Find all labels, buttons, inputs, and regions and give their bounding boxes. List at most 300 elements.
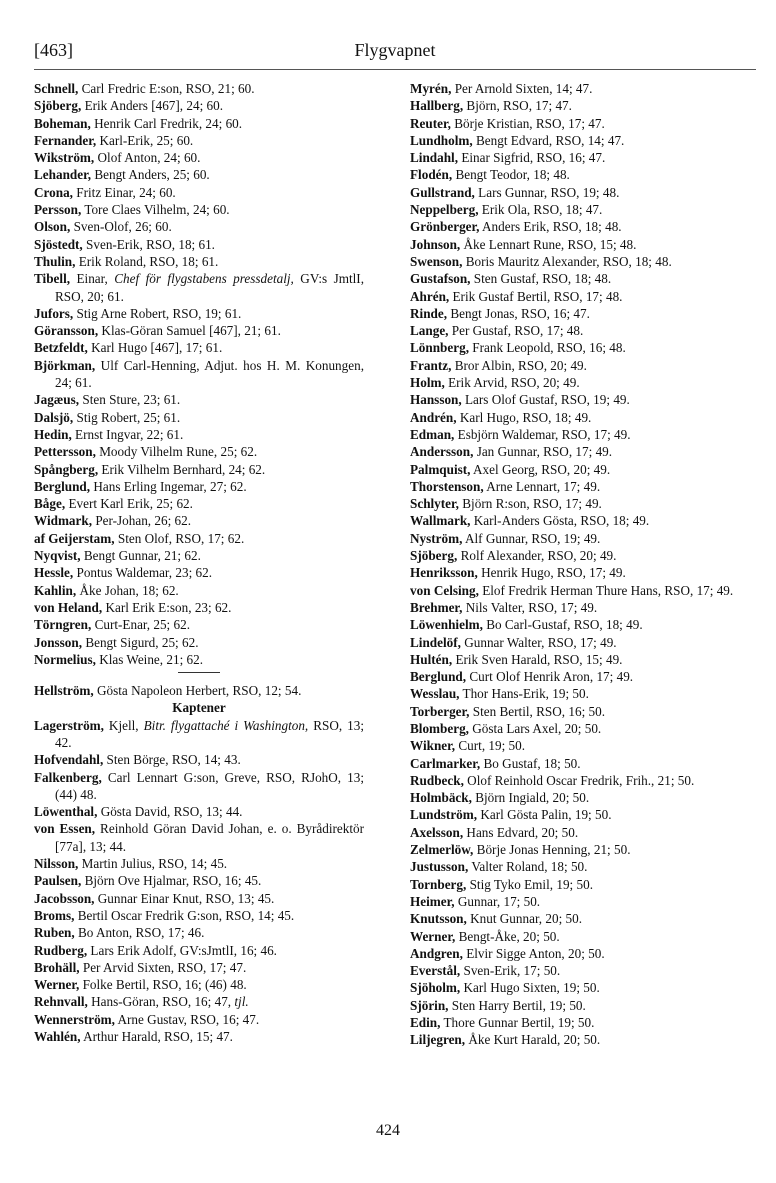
entry-surname: Grönberger, [410, 219, 480, 235]
roster-entry [34, 426, 364, 443]
entry-details: Einar Sigfrid, RSO, 16; 47. [458, 150, 606, 166]
entry-details: Gösta Lars Axel, 20; 50. [468, 720, 602, 736]
entry-surname: Everstål, [410, 963, 461, 979]
entry-surname: Tibell, [34, 271, 71, 287]
entry-details: Sten Harry Bertil, 19; 50. [448, 997, 586, 1013]
entry-surname: Lagerström, [34, 717, 104, 733]
entry-details: Karl Hugo, RSO, 18; 49. [456, 409, 592, 425]
entry-surname: Werner, [34, 977, 80, 993]
entry-surname: Neppelberg, [410, 202, 479, 218]
roster-entry [34, 751, 364, 768]
roster-entry [410, 201, 760, 218]
entry-surname: Knutsson, [410, 911, 467, 927]
entry-details: Erik Ola, RSO, 18; 47. [478, 202, 603, 218]
roster-entry [34, 976, 364, 993]
entry-surname: Nilsson, [34, 856, 79, 872]
entry-surname: Persson, [34, 202, 82, 218]
entry-details: Per-Johan, 26; 62. [92, 513, 192, 529]
roster-entry [34, 547, 364, 564]
entry-surname: Schnell, [34, 81, 79, 96]
entry-details: Björn R:son, RSO, 17; 49. [458, 496, 602, 512]
entry-surname: Olson, [34, 219, 71, 235]
entry-details: Bo Carl-Gustaf, RSO, 18; 49. [482, 617, 643, 633]
roster-entry [410, 772, 760, 789]
entry-surname: Hellström, [34, 683, 94, 699]
entry-surname: Werner, [410, 928, 456, 944]
entry-details: Sten Bertil, RSO, 16; 50. [469, 703, 606, 719]
entry-surname: Paulsen, [34, 873, 82, 889]
entry-details: Gunnar Walter, RSO, 17; 49. [460, 634, 617, 650]
entry-details: Carl Fredric E:son, RSO, 21; 60. [78, 81, 255, 96]
roster-entry [410, 184, 760, 201]
roster-entry [410, 599, 760, 616]
entry-details: Bror Albin, RSO, 20; 49. [451, 357, 587, 373]
entry-details: Esbjörn Waldemar, RSO, 17; 49. [454, 426, 631, 442]
entry-surname: Dalsjö, [34, 409, 74, 425]
entry-surname: Lindahl, [410, 150, 459, 166]
entry-title-italic: Bitr. flygattaché i Washington, [143, 717, 309, 733]
entry-surname: Wikner, [410, 738, 456, 754]
roster-entry [410, 1014, 760, 1031]
entry-details: Folke Bertil, RSO, 16; (46) 48. [79, 977, 247, 993]
roster-entry [34, 115, 364, 132]
roster-entry [410, 132, 760, 149]
entry-list-a [34, 80, 364, 668]
entry-details: Olof Anton, 24; 60. [94, 150, 201, 166]
entry-details: Per Arnold Sixten, 14; 47. [451, 81, 593, 96]
entry-details: Pontus Waldemar, 23; 62. [73, 565, 213, 581]
entry-details: Per Arvid Sixten, RSO, 17; 47. [79, 959, 247, 975]
entry-details: Bertil Oscar Fredrik G:son, RSO, 14; 45. [74, 907, 295, 923]
entry-details: Thore Gunnar Bertil, 19; 50. [440, 1015, 595, 1031]
roster-entry [34, 769, 364, 804]
roster-entry [410, 582, 760, 599]
entry-surname: Båge, [34, 496, 66, 512]
entry-details: Frank Leopold, RSO, 16; 48. [469, 340, 626, 356]
roster-entry [34, 634, 364, 651]
roster-entry [410, 409, 760, 426]
page-header [34, 40, 756, 64]
entry-surname: Hedin, [34, 426, 72, 442]
roster-entry [34, 97, 364, 114]
entry-details: Olof Reinhold Oscar Fredrik, Frih., 21; 50. [463, 772, 695, 788]
roster-entry [410, 218, 760, 235]
entry-details: Hans Edvard, 20; 50. [463, 824, 579, 840]
entry-list-right [410, 80, 760, 1049]
entry-surname: Schlyter, [410, 496, 459, 512]
roster-entry [34, 564, 364, 581]
entry-surname: Pettersson, [34, 444, 96, 460]
roster-entry [410, 512, 760, 529]
roster-entry [410, 495, 760, 512]
roster-entry [410, 1031, 760, 1048]
entry-surname: Sjöholm, [410, 980, 461, 996]
entry-surname: Holmbäck, [410, 790, 472, 806]
roster-entry [34, 218, 364, 235]
roster-entry [410, 910, 760, 927]
roster-entry [410, 391, 760, 408]
entry-surname: Rudbeck, [410, 772, 464, 788]
entry-surname: Hultén, [410, 651, 453, 667]
roster-entry [34, 803, 364, 820]
entry-surname: Jonsson, [34, 634, 83, 650]
left-column [34, 80, 364, 1045]
entry-details: Hans Erling Ingemar, 27; 62. [90, 478, 247, 494]
entry-list-c [34, 717, 364, 1046]
header-rule [34, 69, 756, 70]
entry-details: Carl Lennart G:son, Greve, RSO, RJohO, 13; (44) 48. [55, 769, 364, 802]
roster-entry [410, 478, 760, 495]
entry-details: Arne Lennart, 17; 49. [483, 478, 601, 494]
entry-details: Lars Erik Adolf, GV:sJmtlI, 16; 46. [87, 942, 277, 958]
roster-entry [410, 357, 760, 374]
roster-entry [34, 322, 364, 339]
entry-details: Alf Gunnar, RSO, 19; 49. [462, 530, 601, 546]
roster-entry [34, 132, 364, 149]
entry-details: Åke Kurt Harald, 20; 50. [465, 1032, 601, 1048]
entry-details: Curt, 19; 50. [455, 738, 526, 754]
entry-surname: Flodén, [410, 167, 453, 183]
entry-surname: Andersson, [410, 444, 474, 460]
roster-entry [410, 876, 760, 893]
entry-details: Arthur Harald, RSO, 15; 47. [80, 1029, 233, 1045]
entry-list-b [34, 682, 364, 699]
entry-details: Bengt Sigurd, 25; 62. [82, 634, 199, 650]
entry-details: Arne Gustav, RSO, 16; 47. [114, 1011, 260, 1027]
entry-details: Gösta Napoleon Herbert, RSO, 12; 54. [93, 683, 302, 699]
entry-details: Martin Julius, RSO, 14; 45. [78, 856, 228, 872]
entry-title-italic: Chef för flygstabens pressdetalj, [114, 271, 294, 287]
entry-details: Moody Vilhelm Rune, 25; 62. [95, 444, 258, 460]
roster-entry [410, 979, 760, 996]
entry-details: Valter Roland, 18; 50. [468, 859, 588, 875]
roster-entry [410, 374, 760, 391]
entry-surname: Brehmer, [410, 599, 463, 615]
entry-details: Karl Gösta Palin, 19; 50. [477, 807, 612, 823]
roster-entry [34, 820, 364, 855]
entry-details: Axel Georg, RSO, 20; 49. [470, 461, 611, 477]
entry-surname: Lönnberg, [410, 340, 469, 356]
roster-entry [34, 1028, 364, 1045]
entry-surname: Torberger, [410, 703, 470, 719]
entry-surname: Thulin, [34, 253, 76, 269]
entry-details: Björn Ingiald, 20; 50. [471, 790, 590, 806]
entry-surname: Wennerström, [34, 1011, 115, 1027]
entry-surname: Justusson, [410, 859, 469, 875]
roster-entry [410, 322, 760, 339]
entry-surname: Hofvendahl, [34, 752, 104, 768]
roster-entry [410, 737, 760, 754]
entry-details-cont: GV:s JmtlI, RSO, 20; 61. [55, 271, 364, 304]
entry-surname: Edman, [410, 426, 455, 442]
roster-entry [410, 945, 760, 962]
entry-surname: Tornberg, [410, 876, 467, 892]
entry-title-italic: tjl. [234, 994, 249, 1010]
roster-entry [410, 720, 760, 737]
entry-surname: Broms, [34, 907, 75, 923]
entry-surname: Wallmark, [410, 513, 471, 529]
roster-entry [34, 651, 364, 668]
entry-details: Erik Roland, RSO, 18; 61. [75, 253, 219, 269]
roster-entry [34, 478, 364, 495]
roster-entry [34, 184, 364, 201]
roster-entry [34, 993, 364, 1010]
entry-surname: Löwenthal, [34, 804, 98, 820]
entry-surname: Normelius, [34, 651, 96, 667]
roster-entry [410, 755, 760, 772]
roster-entry [410, 97, 760, 114]
entry-details: Reinhold Göran David Johan, e. o. Byrådirektör [77a], 13; 44. [55, 821, 364, 854]
entry-surname: Kahlin, [34, 582, 77, 598]
roster-entry [410, 288, 760, 305]
roster-entry [410, 997, 760, 1014]
entry-details: Sven-Erik, RSO, 18; 61. [82, 236, 215, 252]
entry-surname: Edin, [410, 1015, 441, 1031]
entry-surname: Falkenberg, [34, 769, 102, 785]
entry-details: Bengt-Åke, 20; 50. [455, 928, 560, 944]
roster-entry [34, 461, 364, 478]
entry-details: Sten Börge, RSO, 14; 43. [103, 752, 241, 768]
entry-surname: af Geijerstam, [34, 530, 115, 546]
roster-entry [410, 236, 760, 253]
entry-details: Björn, RSO, 17; 47. [463, 98, 572, 114]
roster-entry [410, 305, 760, 322]
entry-details: Karl Erik E:son, 23; 62. [102, 599, 232, 615]
entry-details: Sten Olof, RSO, 17; 62. [114, 530, 245, 546]
roster-entry [410, 547, 760, 564]
entry-surname: Frantz, [410, 357, 452, 373]
roster-entry [34, 339, 364, 356]
roster-entry [34, 599, 364, 616]
entry-surname: Heimer, [410, 893, 455, 909]
entry-details: Karl Hugo Sixten, 19; 50. [460, 980, 600, 996]
entry-surname: Johnson, [410, 236, 461, 252]
entry-details: Anders Erik, RSO, 18; 48. [479, 219, 622, 235]
roster-entry [410, 461, 760, 478]
entry-surname: Andgren, [410, 945, 463, 961]
entry-details: Stig Tyko Emil, 19; 50. [466, 876, 593, 892]
roster-entry [410, 80, 760, 97]
roster-entry [34, 616, 364, 633]
roster-entry [34, 959, 364, 976]
entry-details: Curt-Enar, 25; 62. [91, 617, 191, 633]
entry-surname: Gullstrand, [410, 184, 475, 200]
entry-surname: Hallberg, [410, 98, 464, 114]
entry-surname: Wahlén, [34, 1029, 81, 1045]
roster-entry [410, 703, 760, 720]
roster-entry [410, 115, 760, 132]
roster-entry [410, 426, 760, 443]
entry-surname: Reuter, [410, 115, 451, 131]
entry-details: Thor Hans-Erik, 19; 50. [459, 686, 589, 702]
running-title: Flygvapnet [354, 40, 436, 60]
entry-details: Börje Kristian, RSO, 17; 47. [450, 115, 605, 131]
entry-details: Gösta David, RSO, 13; 44. [97, 804, 243, 820]
roster-entry [410, 668, 760, 685]
entry-details: Bengt Anders, 25; 60. [91, 167, 210, 183]
entry-surname: Berglund, [410, 669, 467, 685]
entry-surname: Jacobsson, [34, 890, 95, 906]
roster-entry [410, 806, 760, 823]
entry-details: Klas Weine, 21; 62. [95, 651, 204, 667]
entry-surname: Widmark, [34, 513, 93, 529]
entry-details: Lars Olof Gustaf, RSO, 19; 49. [461, 392, 630, 408]
entry-surname: Hessle, [34, 565, 74, 581]
entry-surname: Crona, [34, 184, 73, 200]
entry-details: Karl Hugo [467], 17; 61. [87, 340, 223, 356]
right-column [410, 80, 760, 1049]
page-reference: [463] [34, 40, 73, 60]
entry-details: Björn Ove Hjalmar, RSO, 16; 45. [81, 873, 262, 889]
entry-details: Åke Johan, 18; 62. [76, 582, 179, 598]
page-number: 424 [376, 1122, 400, 1139]
entry-surname: Jagæus, [34, 392, 80, 408]
entry-details: Bengt Teodor, 18; 48. [452, 167, 570, 183]
roster-entry [410, 616, 760, 633]
entry-details: Hans-Göran, RSO, 16; 47, [87, 994, 235, 1010]
entry-surname: Swenson, [410, 253, 463, 269]
entry-surname: Holm, [410, 375, 445, 391]
entry-surname: Henriksson, [410, 565, 478, 581]
entry-details: Stig Arne Robert, RSO, 19; 61. [73, 305, 242, 321]
entry-surname: Nyqvist, [34, 548, 81, 564]
roster-entry [410, 962, 760, 979]
roster-entry [410, 530, 760, 547]
entry-details: Erik Arvid, RSO, 20; 49. [444, 375, 580, 391]
entry-surname: Lehander, [34, 167, 92, 183]
entry-details: Ulf Carl-Henning, Adjut. hos H. M. Konungen, 24; 61. [55, 357, 364, 391]
entry-surname: Sjöberg, [410, 548, 458, 564]
entry-details: Tore Claes Vilhelm, 24; 60. [81, 202, 230, 218]
entry-surname: Rehnvall, [34, 994, 88, 1010]
entry-details: Elof Fredrik Herman Thure Hans, RSO, 17; 49. [478, 582, 734, 598]
entry-details: Bengt Edvard, RSO, 14; 47. [472, 132, 625, 148]
roster-entry [34, 717, 364, 752]
entry-details: Erik Gustaf Bertil, RSO, 17; 48. [449, 288, 623, 304]
entry-surname: Fernander, [34, 132, 97, 148]
roster-entry [34, 409, 364, 426]
entry-surname: Wesslau, [410, 686, 460, 702]
roster-entry [34, 495, 364, 512]
roster-entry [34, 512, 364, 529]
roster-entry [410, 841, 760, 858]
entry-surname: Hansson, [410, 392, 462, 408]
entry-surname: Andrén, [410, 409, 457, 425]
entry-details: Åke Lennart Rune, RSO, 15; 48. [460, 236, 637, 252]
entry-details: Lars Gunnar, RSO, 19; 48. [474, 184, 620, 200]
roster-entry [410, 339, 760, 356]
entry-surname: Nyström, [410, 530, 463, 546]
roster-entry [34, 924, 364, 941]
entry-details: Einar, [70, 271, 115, 287]
roster-entry [34, 942, 364, 959]
roster-entry [410, 858, 760, 875]
entry-surname: Carlmarker, [410, 755, 481, 771]
entry-details: Klas-Göran Samuel [467], 21; 61. [98, 323, 281, 339]
roster-entry [34, 305, 364, 322]
entry-surname: Axelsson, [410, 824, 464, 840]
entry-surname: Löwenhielm, [410, 617, 483, 633]
roster-entry [34, 236, 364, 253]
entry-details: Gunnar Einar Knut, RSO, 13; 45. [94, 890, 275, 906]
roster-entry [410, 443, 760, 460]
entry-details: Bo Gustaf, 18; 50. [480, 755, 581, 771]
entry-surname: Rinde, [410, 305, 448, 321]
entry-details: Sven-Olof, 26; 60. [70, 219, 172, 235]
roster-entry [34, 530, 364, 547]
entry-surname: Liljegren, [410, 1032, 466, 1048]
entry-details: Per Gustaf, RSO, 17; 48. [448, 323, 584, 339]
entry-surname: Wikström, [34, 150, 95, 166]
entry-details: Sven-Erik, 17; 50. [460, 963, 561, 979]
entry-surname: Jufors, [34, 305, 74, 321]
roster-entry [34, 1011, 364, 1028]
roster-entry [34, 855, 364, 872]
section-divider [178, 672, 220, 673]
entry-surname: Göransson, [34, 323, 99, 339]
roster-entry [410, 149, 760, 166]
entry-surname: Ahrén, [410, 288, 450, 304]
entry-surname: Berglund, [34, 478, 91, 494]
entry-details: Börje Jonas Henning, 21; 50. [473, 842, 631, 858]
entry-surname: Brohäll, [34, 959, 80, 975]
entry-surname: Blomberg, [410, 720, 469, 736]
entry-details: Sten Sture, 23; 61. [79, 392, 181, 408]
entry-details: Bengt Gunnar, 21; 62. [80, 548, 201, 564]
roster-entry [34, 582, 364, 599]
roster-entry [34, 149, 364, 166]
entry-details: Fritz Einar, 24; 60. [72, 184, 176, 200]
roster-entry [410, 253, 760, 270]
roster-entry [410, 685, 760, 702]
entry-surname: Ruben, [34, 925, 75, 941]
entry-details: Kjell, [103, 717, 144, 733]
entry-surname: Zelmerlöw, [410, 842, 474, 858]
entry-surname: Sjöstedt, [34, 236, 83, 252]
entry-surname: Törngren, [34, 617, 92, 633]
roster-entry [410, 564, 760, 581]
entry-surname: Björkman, [34, 357, 96, 373]
entry-surname: von Essen, [34, 821, 96, 837]
entry-details: Karl-Anders Gösta, RSO, 18; 49. [470, 513, 650, 529]
entry-details: Karl-Erik, 25; 60. [96, 132, 194, 148]
entry-details: Rolf Alexander, RSO, 20; 49. [457, 548, 617, 564]
entry-surname: Boheman, [34, 115, 91, 131]
roster-entry [34, 253, 364, 270]
entry-surname: Sjörin, [410, 997, 449, 1013]
roster-entry [410, 166, 760, 183]
entry-surname: Palmquist, [410, 461, 471, 477]
entry-details: Ernst Ingvar, 22; 61. [71, 426, 184, 442]
roster-entry [34, 357, 364, 392]
entry-details: Boris Mauritz Alexander, RSO, 18; 48. [462, 253, 672, 269]
roster-entry [410, 651, 760, 668]
roster-entry [410, 789, 760, 806]
entry-details: Evert Karl Erik, 25; 62. [65, 496, 193, 512]
section-heading-kaptener: Kaptener [172, 700, 226, 716]
entry-details: Henrik Carl Fredrik, 24; 60. [90, 115, 243, 131]
roster-entry [34, 682, 364, 699]
entry-surname: Spångberg, [34, 461, 99, 477]
roster-entry [34, 890, 364, 907]
entry-details: Nils Valter, RSO, 17; 49. [462, 599, 598, 615]
entry-details: Curt Olof Henrik Aron, 17; 49. [466, 669, 634, 685]
roster-entry [34, 270, 364, 305]
roster-entry [34, 872, 364, 889]
roster-entry [410, 634, 760, 651]
entry-details-cont: RSO, 13; 42. [55, 717, 364, 750]
entry-details: Jan Gunnar, RSO, 17; 49. [473, 444, 613, 460]
